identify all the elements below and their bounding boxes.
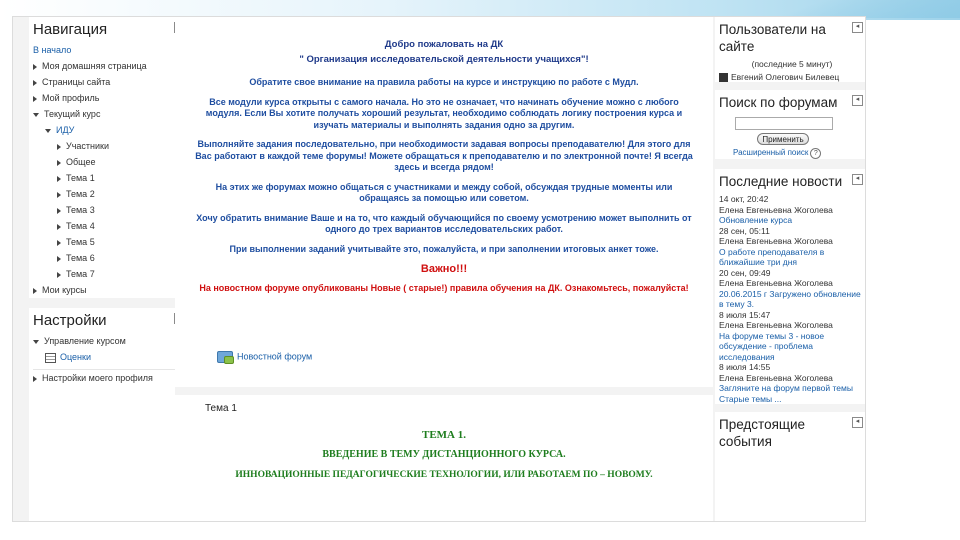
navigation-block xyxy=(29,17,187,298)
forum-search-block xyxy=(715,90,865,159)
intro-paragraph-4: На этих же форумах можно общаться с участниками и между собой, обсуждая трудные моменты или обращаясь за помощью или советом. xyxy=(215,181,673,203)
collapse-icon xyxy=(33,340,39,344)
user-avatar-icon xyxy=(719,73,728,82)
news-item: 14 окт, 20:42 Елена Евгеньевна Жоголева Обновление курса xyxy=(719,194,833,225)
expand-icon xyxy=(57,192,61,198)
dock-icon[interactable]: ◂ xyxy=(852,417,863,428)
dock-icon[interactable]: ◂ xyxy=(852,95,863,106)
expand-icon xyxy=(57,256,61,262)
nav-item-topic-7[interactable]: Тема 7 xyxy=(33,266,187,282)
navigation-title: Навигация xyxy=(33,21,108,38)
expand-icon xyxy=(57,224,61,230)
news-item: 8 июля 15:47 Елена Евгеньевна Жоголева На форуме темы 3 - новое обсуждение - проблема исследования xyxy=(719,309,833,362)
upcoming-events-block xyxy=(715,412,865,452)
nav-item-current-course[interactable]: Текущий курс xyxy=(33,106,187,122)
forum-icon xyxy=(217,351,233,363)
online-users-title: Пользователи на сайте xyxy=(719,22,826,54)
online-user-entry[interactable]: Евгений Олегович Билевец xyxy=(715,72,865,83)
grades-icon xyxy=(45,353,56,363)
settings-block xyxy=(29,308,187,386)
nav-item-topic-5[interactable]: Тема 5 xyxy=(33,234,187,250)
nav-item-home[interactable]: В начало xyxy=(33,45,72,55)
intro-paragraph-2: Все модули курса открыты с самого начала. Но это не означает, что начинать обучение можно с любого модуля. Если Вы хотите получать хороший результат, необходимо соблюдать логику построения курса и изучать материалы и выполнять задания одно за другим. xyxy=(205,96,683,130)
moodle-course-page xyxy=(12,16,866,522)
welcome-heading: Добро пожаловать на ДК xyxy=(384,39,504,50)
nav-item-profile[interactable]: Мой профиль xyxy=(33,90,187,106)
expand-icon xyxy=(57,144,61,150)
nav-item-general[interactable]: Общее xyxy=(33,154,187,170)
profile-settings-item[interactable]: Настройки моего профиля xyxy=(33,370,187,386)
intro-paragraph-1: Обратите свое внимание на правила работы на курсе и инструкцию по работе с Мудл. xyxy=(249,77,639,87)
nav-item-site-pages[interactable]: Страницы сайта xyxy=(33,74,187,90)
important-paragraph: На новостном форуме опубликованы Новые ( старые!) правила обучения на ДК. Ознакомьтесь, пожалуйста! xyxy=(199,283,689,293)
nav-item-course-idu[interactable]: ИДУ xyxy=(33,122,187,138)
apply-search-button[interactable]: Применить xyxy=(757,133,809,145)
forum-search-title: Поиск по форумам xyxy=(719,95,838,110)
dock-icon[interactable]: ◂ xyxy=(852,174,863,185)
nav-item-topic-3[interactable]: Тема 3 xyxy=(33,202,187,218)
course-title: " Организация исследовательской деятельности учащихся"! xyxy=(299,54,589,65)
upcoming-events-title: Предстоящие события xyxy=(719,417,806,449)
expand-icon xyxy=(57,240,61,246)
dock-icon[interactable]: ◂ xyxy=(852,22,863,33)
expand-icon xyxy=(33,64,37,70)
topic-heading: ТЕМА 1. xyxy=(422,429,466,441)
nav-item-dashboard[interactable]: Моя домашняя страница xyxy=(33,58,187,74)
advanced-search-link[interactable]: Расширенный поиск ? xyxy=(715,145,865,159)
expand-icon xyxy=(57,176,61,182)
news-item: 20 сен, 09:49 Елена Евгеньевна Жоголева 20.06.2015 г Загружено обновление в тему 3. xyxy=(719,267,861,309)
nav-item-my-courses[interactable]: Мои курсы xyxy=(33,282,187,298)
forum-search-input[interactable] xyxy=(735,117,833,130)
nav-item-topic-2[interactable]: Тема 2 xyxy=(33,186,187,202)
topic-subheading: ВВЕДЕНИЕ В ТЕМУ ДИСТАНЦИОННОГО КУРСА. xyxy=(322,449,566,460)
latest-news-title: Последние новости xyxy=(719,174,843,189)
collapse-icon xyxy=(33,113,39,117)
intro-paragraph-5: Хочу обратить внимание Ваше и на то, что каждый обучающийся по своему усмотрению может выполнить от одного до трех вариантов исследовательских работ. xyxy=(196,212,692,234)
important-label: Важно!!! xyxy=(420,263,468,275)
online-users-block xyxy=(715,17,865,82)
expand-icon xyxy=(33,376,37,382)
expand-icon xyxy=(57,160,61,166)
course-admin-item[interactable]: Управление курсом xyxy=(33,333,187,349)
expand-icon xyxy=(57,272,61,278)
nav-item-topic-4[interactable]: Тема 4 xyxy=(33,218,187,234)
help-icon[interactable]: ? xyxy=(810,148,821,159)
collapse-icon xyxy=(45,129,51,133)
expand-icon xyxy=(33,96,37,102)
topic-subheading-2: ИННОВАЦИОННЫЕ ПЕДАГОГИЧЕСКИЕ ТЕХНОЛОГИИ, ИЛИ РАБОТАЕМ ПО – НОВОМУ. xyxy=(235,470,653,480)
latest-news-block xyxy=(715,169,865,404)
news-forum-link[interactable]: Новостной форум xyxy=(217,351,312,363)
settings-title: Настройки xyxy=(33,312,107,329)
grades-item[interactable]: Оценки xyxy=(33,349,187,365)
expand-icon xyxy=(57,208,61,214)
right-column xyxy=(715,17,865,521)
general-section xyxy=(175,17,713,395)
online-users-period: (последние 5 минут) xyxy=(751,59,833,69)
topic-section-label: Тема 1 xyxy=(205,403,237,414)
left-column xyxy=(29,17,187,521)
course-content xyxy=(175,17,713,521)
nav-item-participants[interactable]: Участники xyxy=(33,138,187,154)
intro-paragraph-6: При выполнении заданий учитывайте это, пожалуйста, и при заполнении итоговых анкет тоже. xyxy=(229,243,659,254)
nav-item-topic-1[interactable]: Тема 1 xyxy=(33,170,187,186)
expand-icon xyxy=(33,288,37,294)
news-item: 8 июля 14:55 Елена Евгеньевна Жоголева Загляните на форум первой темы xyxy=(719,362,853,393)
news-item: 28 сен, 05:11 Елена Евгеньевна Жоголева О работе преподавателя в ближайшие три дня xyxy=(719,225,833,267)
block-separator xyxy=(29,298,187,308)
expand-icon xyxy=(33,80,37,86)
intro-paragraph-3: Выполняйте задания последовательно, при необходимости задавая вопросы преподавателю! Для этого для Вас работают в каждой теме форумы! Можете обращаться к преподавателю и по электронной почте! Я всегда здесь и всегда рядом! xyxy=(195,139,693,172)
older-topics-link[interactable]: Старые темы ... xyxy=(719,393,782,404)
nav-item-topic-6[interactable]: Тема 6 xyxy=(33,250,187,266)
